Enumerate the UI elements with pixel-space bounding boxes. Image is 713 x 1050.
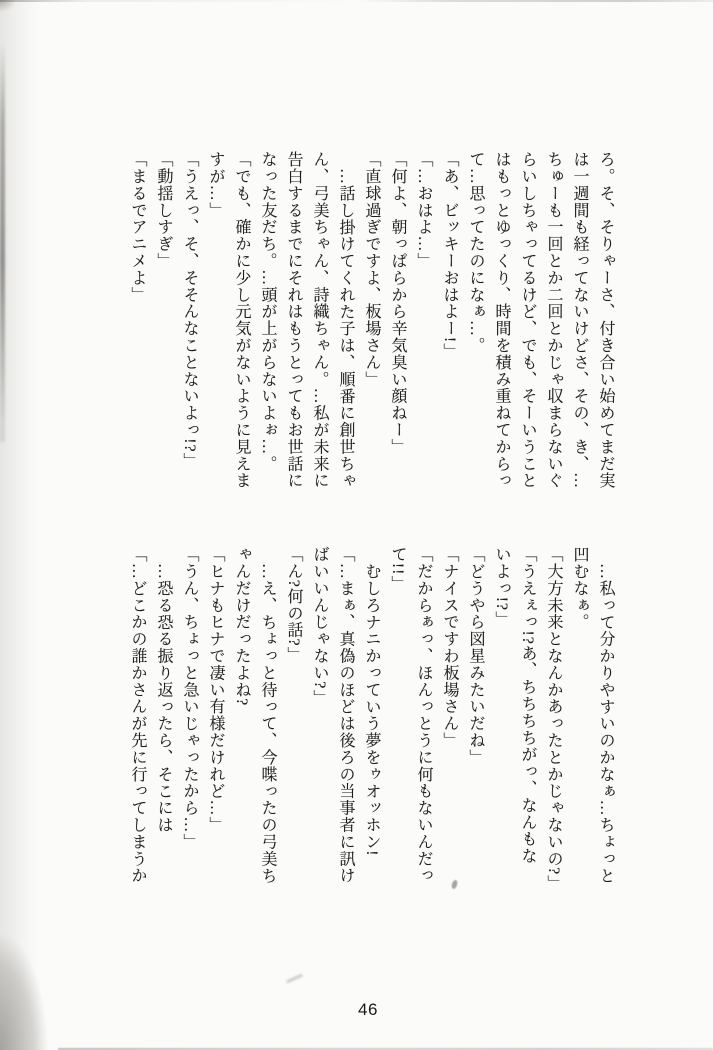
text-column: 「ヒナもヒナで凄い有様だけれど…」: [207, 546, 224, 834]
text-column: …私って分かりやすいのかなぁ…ちょっと: [597, 563, 614, 885]
text-column: 「何よ、朝っぱらから辛気臭い顔ねー」: [389, 151, 406, 456]
page-edge-left: [0, 42, 5, 442]
text-column: ん、弓美ちゃん、詩織ちゃん。…私が未来に: [311, 151, 328, 489]
page-edge-top: [0, 0, 713, 2]
text-column: 「だからぁっ、ほんっとうに何もないんだっ: [415, 546, 432, 884]
text-column: ゃんだけだったよね?: [233, 546, 250, 707]
text-column: ばいいんじゃない?」: [311, 546, 328, 707]
text-column: らいしちゃってるけど、でも、そーいうこと: [519, 151, 536, 489]
text-column: 「直球過ぎですよ、板場さん」: [363, 151, 380, 388]
scan-streak: [286, 974, 303, 984]
text-column: は一週間も経ってないけどさ、その、き、…: [571, 151, 588, 489]
text-column: 「ナイスですわ板場さん」: [441, 546, 458, 749]
binding-shadow-left: [0, 0, 60, 1050]
text-column: すが…」: [207, 151, 224, 219]
text-column: …話し掛けてくれた子は、順番に創世ちゃ: [337, 168, 354, 490]
scan-corner-mark: [0, 0, 16, 12]
page-number: 46: [358, 1000, 378, 1019]
text-column: 「うえぇっ!?あ、ちちちちがっ、なんもな: [519, 546, 536, 865]
text-column: 「動揺しすぎ」: [155, 151, 172, 270]
text-column: 「でも、確かに少し元気がないように見えま: [233, 151, 250, 489]
text-column: いよっ!?」: [493, 546, 510, 628]
text-column: 「どうやら図星みたいだね」: [467, 546, 484, 766]
text-column: 「ん?何の話?」: [285, 546, 302, 664]
text-column: ろ。そ、そりゃーさ、付き合い始めてまだ実: [597, 151, 614, 489]
text-column: 「大方未来となんかあったとかじゃないの?」: [545, 546, 562, 893]
text-column: はもっとゆっくり、時間を積み重ねてからっ: [493, 151, 510, 489]
text-column: 「うえっ、そ、そそんなことないよっ!?」: [181, 151, 198, 470]
text-column: 「…まぁ、真偽のほどは後ろの当事者に訊け: [337, 546, 354, 884]
text-column: 「…どこかの誰かさんが先に行ってしまうか: [129, 546, 146, 884]
text-column: むしろナニかっていう夢をゥオッホン!: [363, 563, 380, 857]
text-column: て…思ってたのになぁ…。: [467, 151, 484, 354]
text-column: …え、ちょっと待って、今喋ったの弓美ち: [259, 563, 276, 885]
vertical-text-block-upper: [124, 151, 618, 489]
text-column: 「…おはよ…」: [415, 151, 432, 270]
text-column: ちゅーも一回とか二回とかじゃ収まらないぐ: [545, 151, 562, 489]
text-column: 「まるでアニメよ」: [129, 151, 146, 304]
text-column: 凹むなぁ。: [571, 546, 588, 631]
text-column: 「あ、ビッキーおはよー!」: [441, 151, 458, 361]
text-column: 「うん、ちょっと急いじゃったから…」: [181, 546, 198, 851]
vertical-text-block-lower: [124, 546, 618, 893]
text-column: て!!」: [389, 546, 406, 593]
text-column: …恐る恐る振り返ったら、そこには: [155, 563, 172, 834]
text-column: 告白するまでにそれはもうとってもお世話に: [285, 151, 302, 489]
text-column: なった友だち。…頭が上がらないよぉ…。: [259, 151, 276, 473]
